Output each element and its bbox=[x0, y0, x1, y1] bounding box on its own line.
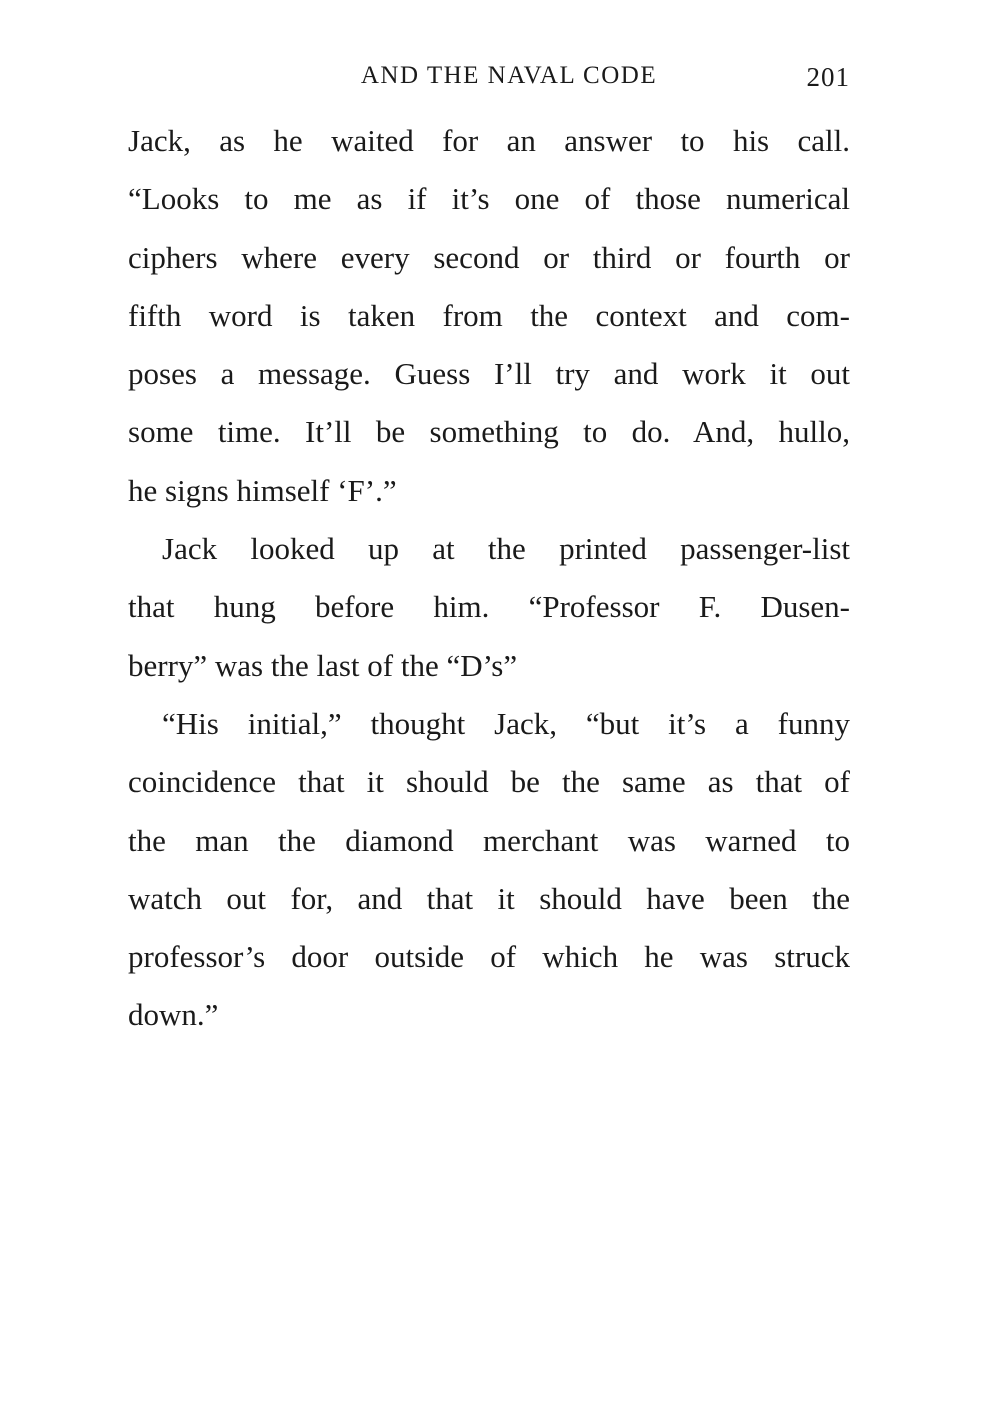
text-line: he signs himself ‘F’.” bbox=[128, 472, 397, 508]
text-line: professor’s door outside of which he was struck bbox=[128, 939, 850, 975]
text-line: Jack looked up at the printed passenger-list bbox=[162, 531, 850, 567]
text-line: poses a message. Guess I’ll try and work it out bbox=[128, 356, 850, 392]
text-line: Jack, as he waited for an answer to his call. bbox=[128, 123, 850, 158]
running-title: AND THE NAVAL CODE bbox=[360, 62, 658, 89]
text-line: some time. It’ll be something to do. And, hullo, bbox=[128, 414, 850, 450]
text-line: ciphers where every second or third or fourth or bbox=[128, 239, 850, 275]
text-line: the man the diamond merchant was warned to bbox=[128, 822, 850, 858]
text-line: that hung before him. “Professor F. Dusen- bbox=[128, 589, 850, 625]
text-line: “His initial,” thought Jack, “but it’s a funny bbox=[162, 705, 850, 741]
paragraph-3 bbox=[128, 695, 850, 1045]
text-line: coincidence that it should be the same as that of bbox=[128, 764, 850, 800]
page-number: 201 bbox=[806, 62, 850, 92]
paragraph-2 bbox=[128, 520, 850, 695]
running-head bbox=[128, 62, 850, 102]
paragraph-1 bbox=[128, 112, 850, 520]
text-line: berry” was the last of the “D’s” bbox=[128, 647, 518, 683]
body-text bbox=[128, 112, 850, 1045]
text-line: down.” bbox=[128, 997, 219, 1033]
text-line: watch out for, and that it should have been the bbox=[128, 880, 850, 916]
text-line: “Looks to me as if it’s one of those numerical bbox=[128, 181, 850, 217]
text-line: fifth word is taken from the context and com- bbox=[128, 297, 850, 333]
